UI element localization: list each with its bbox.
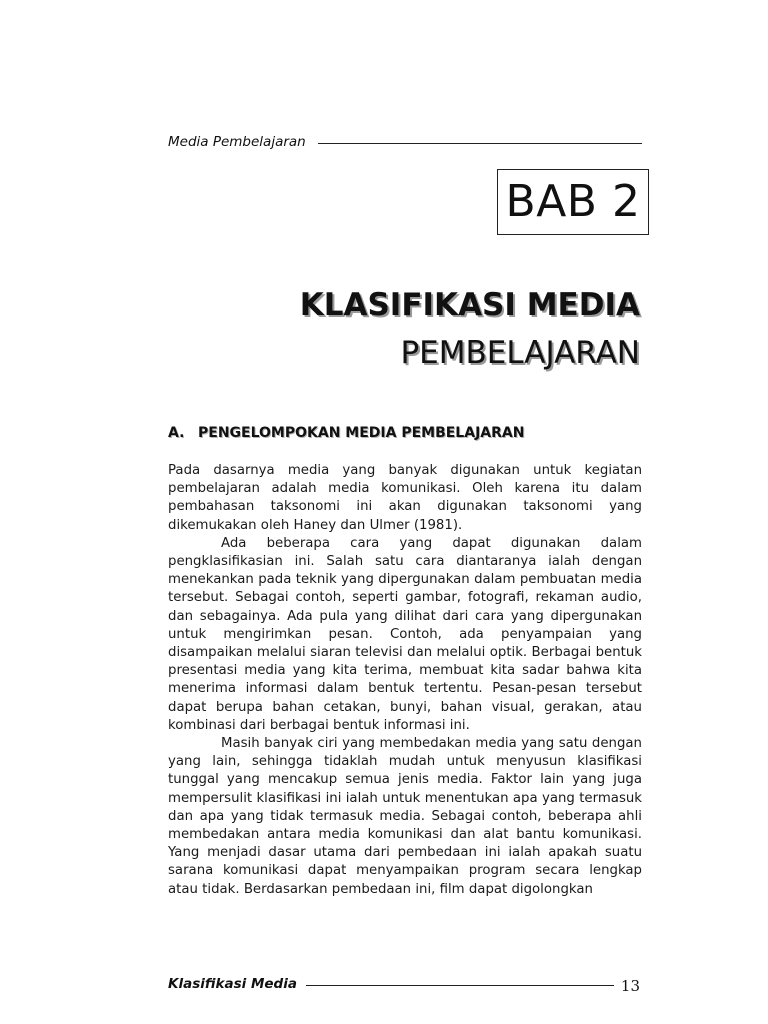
body-text xyxy=(168,462,642,899)
paragraph: Ada beberapa cara yang dapat digunakan dalam pengklasifikasian ini. Salah satu cara diantaranya ialah dengan menekankan pada teknik yang dipergunakan dalam pembuatan media tersebut. Sebagai contoh, seperti gambar, fotografi, rekaman audio, dan sebagainya. Ada pula yang dilihat dari cara yang dipergunakan untuk mengirimkan pesan. Contoh, ada penyampaian yang disampaikan melalui siaran televisi dan melalui optik. Berbagai bentuk presentasi media yang kita terima, membuat kita sadar bahwa kita menerima informasi dalam bentuk tertentu. Pesan-pesan tersebut dapat berupa bahan cetakan, bunyi, bahan visual, gerakan, atau kombinasi dari berbagai bentuk informasi ini. xyxy=(168,535,642,733)
running-footer xyxy=(168,975,642,997)
page-number: 13 xyxy=(620,977,640,995)
chapter-title xyxy=(300,281,640,377)
running-header xyxy=(168,133,642,153)
chapter-label-box xyxy=(497,169,649,235)
header-rule xyxy=(318,143,642,144)
section-heading xyxy=(168,423,524,443)
chapter-title-line1: KLASIFIKASI MEDIA xyxy=(299,287,640,323)
running-footer-title: Klasifikasi Media xyxy=(168,976,297,992)
paragraph: Masih banyak ciri yang membedakan media yang satu dengan yang lain, sehingga tidaklah mudah untuk menyusun klasifikasi tunggal yang mencakup semua jenis media. Faktor lain yang juga mempersulit klasifikasi ini ialah untuk menentukan apa yang termasuk dan apa yang tidak termasuk media. Sebagai contoh, beberapa ahli membedakan antara media komunikasi dan alat bantu komunikasi. Yang menjadi dasar utama dari pembedaan ini ialah apakah suatu sarana komunikasi dapat menyampaikan program secara lengkap atau tidak. Berdasarkan pembedaan ini, film dapat digolongkan xyxy=(168,736,642,897)
running-header-title: Media Pembelajaran xyxy=(168,134,306,150)
footer-rule xyxy=(306,985,614,986)
chapter-label: BAB 2 xyxy=(505,176,641,227)
chapter-title-line2: PEMBELAJARAN xyxy=(400,335,640,371)
section-title: PENGELOMPOKAN MEDIA PEMBELAJARAN xyxy=(198,425,525,441)
section-number: A. xyxy=(168,425,185,441)
paragraph: Pada dasarnya media yang banyak digunakan untuk kegiatan pembelajaran adalah media komunikasi. Oleh karena itu dalam pembahasan taksonomi ini akan digunakan taksonomi yang dikemukakan oleh Haney dan Ulmer (1981). xyxy=(168,463,642,533)
